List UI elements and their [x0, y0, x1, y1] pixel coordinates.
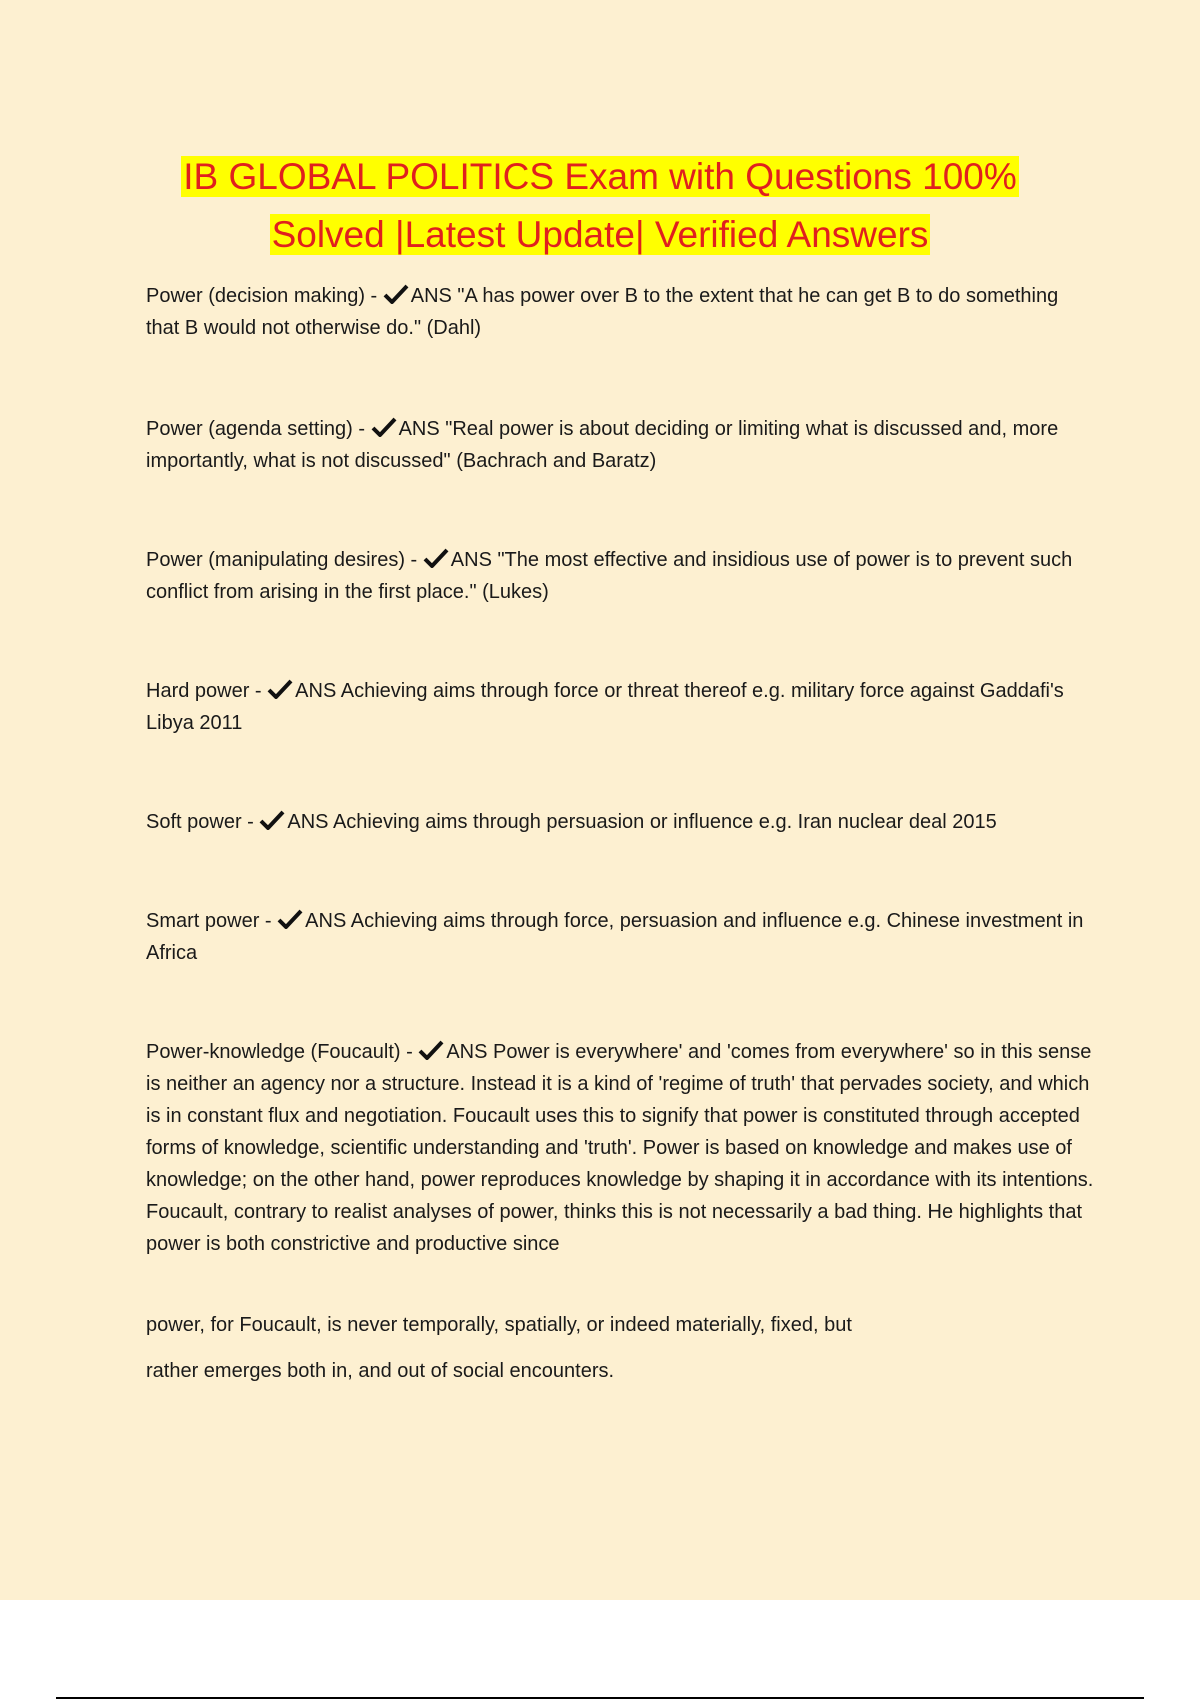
check-mark-icon: [423, 548, 449, 568]
qa-entry: [146, 413, 1086, 477]
entry-answer: ANS Achieving aims through force, persuasion and influence e.g. Chinese investment in Africa: [146, 910, 1084, 964]
check-mark-icon: [418, 1040, 444, 1060]
qa-entry: [146, 905, 1086, 969]
check-mark-icon: [259, 810, 285, 830]
footer-divider: [56, 1697, 1144, 1699]
qa-entry: [146, 1036, 1096, 1260]
check-mark-icon: [277, 909, 303, 929]
entry-answer: ANS Achieving aims through persuasion or influence e.g. Iran nuclear deal 2015: [287, 811, 997, 833]
qa-entry: [146, 544, 1086, 608]
entry-term: Power (decision making) -: [146, 285, 383, 307]
check-mark-icon: [267, 679, 293, 699]
entry-term: Hard power -: [146, 680, 268, 702]
continuation-line: rather emerges both in, and out of social encounters.: [146, 1360, 615, 1382]
entry-term: Power-knowledge (Foucault) -: [146, 1041, 419, 1063]
qa-entry: [146, 280, 1086, 344]
entry-answer: ANS Power is everywhere' and 'comes from everywhere' so in this sense is neither an agency nor a structure. Instead it is a kind of 'regime of truth' that pervades society, and which is in constant flux and negotiation. Foucault uses this to signify that power is constituted through accepted forms of knowledge, scientific understanding and 'truth'. Power is based on knowledge and makes use of knowledge; on the other hand, power reproduces knowledge by shaping it in accordance with its intentions. Foucault, contrary to realist analyses of power, thinks this is not necessarily a bad thing. He highlights that power is both constrictive and productive since: [146, 1041, 1094, 1255]
entry-term: Power (agenda setting) -: [146, 418, 371, 440]
entry-answer: ANS "A has power over B to the extent that he can get B to do something that B would not otherwise do." (Dahl): [146, 285, 1059, 339]
entry-answer: ANS "The most effective and insidious use of power is to prevent such conflict from arising in the first place." (Lukes): [146, 549, 1073, 603]
continuation-line: power, for Foucault, is never temporally, spatially, or indeed materially, fixed, but: [146, 1314, 852, 1336]
qa-entry: [146, 806, 1106, 838]
qa-entry: [146, 675, 1086, 739]
check-mark-icon: [383, 284, 409, 304]
document-title: [100, 148, 1100, 264]
entry-answer: ANS Achieving aims through force or threat thereof e.g. military force against Gaddafi's Libya 2011: [146, 680, 1064, 734]
check-mark-icon: [371, 417, 397, 437]
entry-term: Soft power -: [146, 811, 260, 833]
entry-term: Power (manipulating desires) -: [146, 549, 423, 571]
title-line-1: IB GLOBAL POLITICS Exam with Questions 100%: [183, 156, 1017, 197]
entry-answer: ANS "Real power is about deciding or limiting what is discussed and, more importantly, what is not discussed" (Bachrach and Baratz): [146, 418, 1059, 472]
entry-term: Smart power -: [146, 910, 278, 932]
title-line-2: Solved |Latest Update| Verified Answers: [271, 214, 929, 255]
